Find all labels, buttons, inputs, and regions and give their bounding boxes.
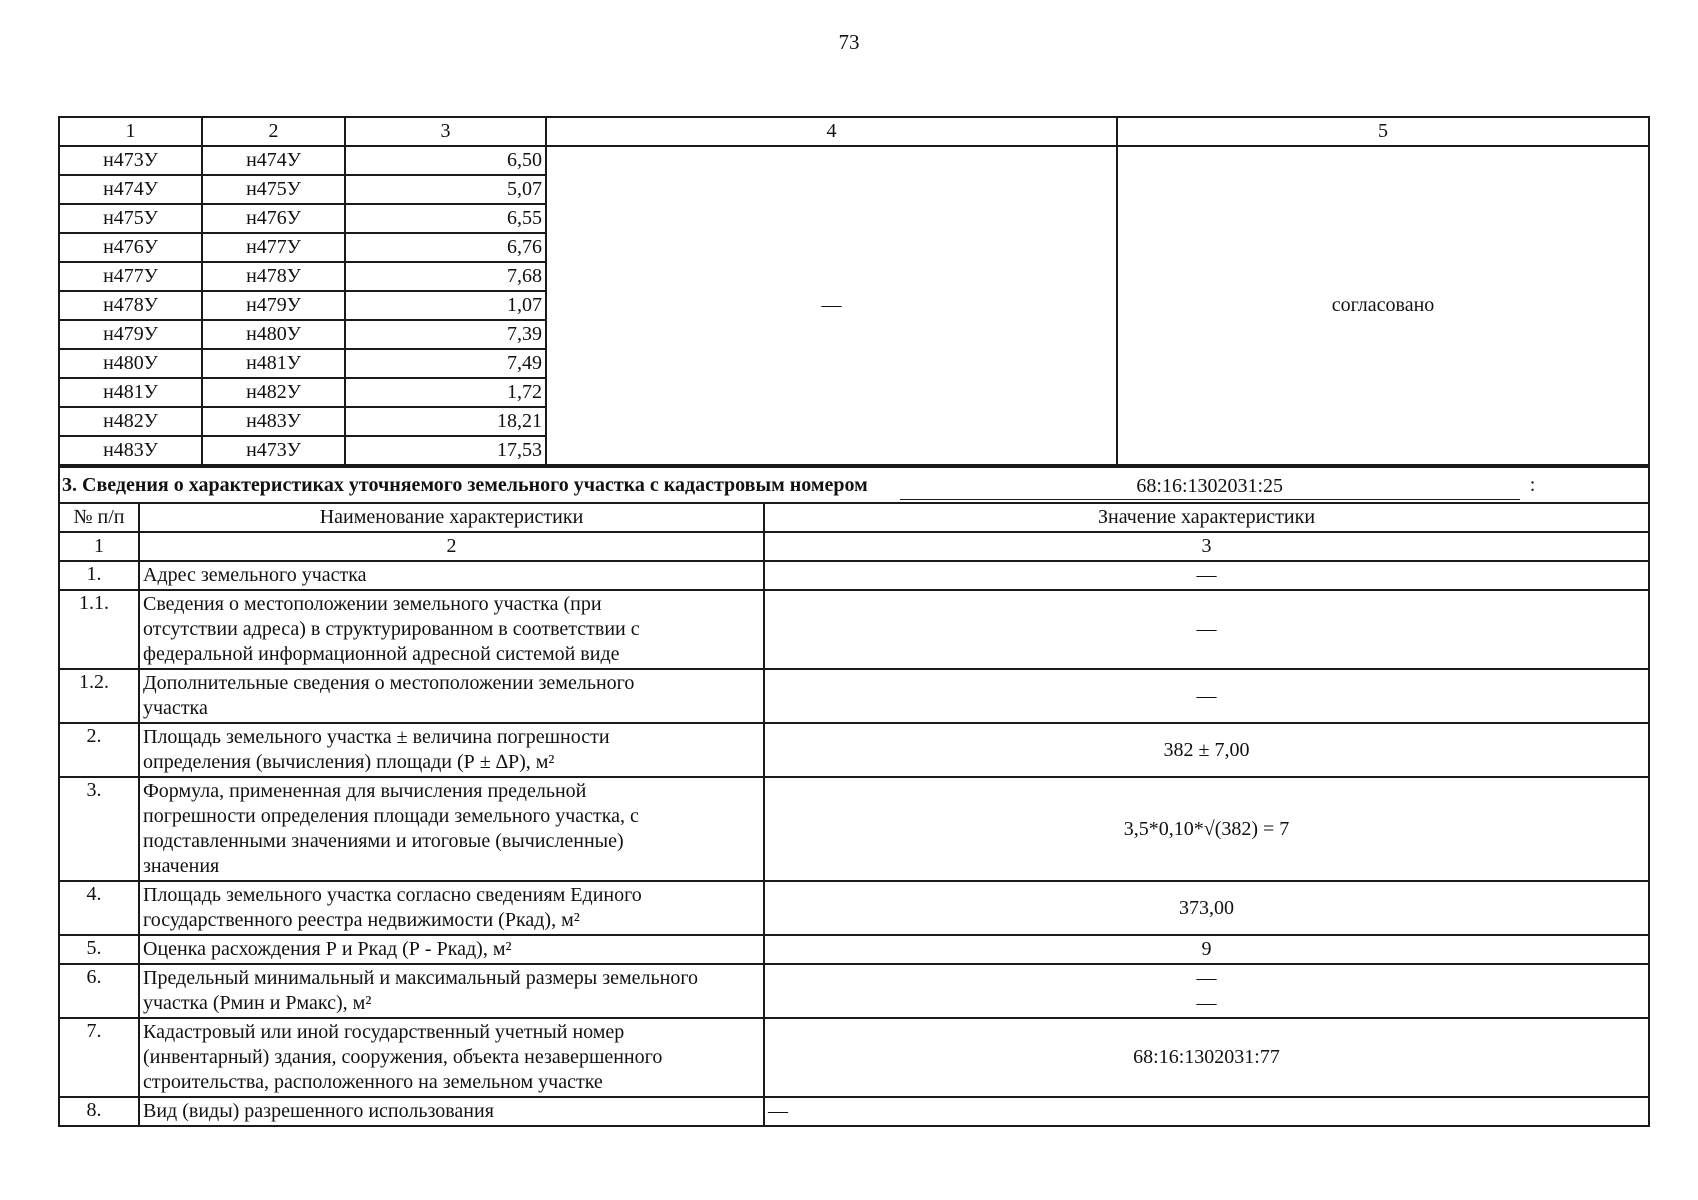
characteristics-table [58, 466, 1650, 1127]
characteristic-name [139, 964, 764, 1018]
segments-table [58, 116, 1650, 466]
characteristic-row [59, 669, 1649, 723]
characteristic-value [764, 669, 1649, 723]
characteristic-value [764, 881, 1649, 935]
value-header: Значение характеристики [764, 503, 1649, 532]
characteristic-name [139, 669, 764, 723]
segment-to-point: н478У [202, 262, 345, 291]
characteristic-name-line: Вид (виды) разрешенного использования [143, 1100, 494, 1122]
characteristic-row [59, 561, 1649, 590]
characteristic-row [59, 881, 1649, 935]
segment-approval-status: согласовано [1117, 146, 1649, 465]
characteristic-value [764, 590, 1649, 669]
segment-length: 18,21 [345, 407, 546, 436]
characteristics-col-number: 3 [764, 532, 1649, 561]
page-number: 73 [838, 30, 860, 54]
characteristic-name [139, 935, 764, 964]
characteristic-name-line: Адрес земельного участка [143, 564, 367, 586]
segments-col-number: 2 [202, 117, 345, 146]
characteristic-number: 8. [59, 1097, 139, 1126]
characteristic-name-line: Предельный минимальный и максимальный размеры земельного [143, 967, 699, 989]
segment-length: 7,49 [345, 349, 546, 378]
segment-to-point: н476У [202, 204, 345, 233]
segment-from-point: н481У [59, 378, 202, 407]
characteristic-row [59, 964, 1649, 1018]
segment-to-point: н482У [202, 378, 345, 407]
section-title: 3. Сведения о характеристиках уточняемого земельного участка с кадастровым номером [62, 473, 868, 496]
segment-to-point: н474У [202, 146, 345, 175]
characteristic-name [139, 777, 764, 881]
segment-length: 17,53 [345, 436, 546, 465]
characteristic-value-line: 68:16:1302031:77 [1133, 1046, 1280, 1068]
segment-to-point: н483У [202, 407, 345, 436]
characteristic-name [139, 561, 764, 590]
segment-from-point: н480У [59, 349, 202, 378]
characteristic-name-line: отсутствии адреса) в структурированном в соответствии с [143, 618, 640, 640]
segment-to-point: н475У [202, 175, 345, 204]
segment-from-point: н479У [59, 320, 202, 349]
name-header: Наименование характеристики [139, 503, 764, 532]
characteristic-name-line: значения [143, 855, 220, 877]
characteristic-name [139, 881, 764, 935]
segments-col-number: 3 [345, 117, 546, 146]
characteristic-name-line: Сведения о местоположении земельного участка (при [143, 593, 602, 615]
characteristic-row [59, 1097, 1649, 1126]
characteristic-row [59, 1018, 1649, 1097]
segment-from-point: н477У [59, 262, 202, 291]
segments-col-number: 5 [1117, 117, 1649, 146]
characteristic-name [139, 723, 764, 777]
segment-from-point: н474У [59, 175, 202, 204]
characteristic-name [139, 590, 764, 669]
characteristic-number: 5. [59, 935, 139, 964]
segment-from-point: н475У [59, 204, 202, 233]
segment-length: 6,55 [345, 204, 546, 233]
segment-length: 6,50 [345, 146, 546, 175]
number-header: № п/п [59, 503, 139, 532]
characteristic-name-line: государственного реестра недвижимости (Ркад), м² [143, 909, 580, 931]
characteristic-row [59, 590, 1649, 669]
characteristic-value-line: — [768, 1100, 788, 1122]
characteristic-name-line: Площадь земельного участка ± величина погрешности [143, 726, 610, 748]
characteristic-value-line: — [1196, 564, 1217, 586]
characteristic-name-line: Кадастровый или иной государственный учетный номер [143, 1021, 625, 1043]
characteristic-number: 3. [59, 777, 139, 881]
characteristic-value-line: 382 ± 7,00 [1163, 738, 1250, 761]
characteristic-number: 4. [59, 881, 139, 935]
characteristic-name-line: (инвентарный) здания, сооружения, объекта незавершенного [143, 1046, 663, 1068]
segment-from-point: н482У [59, 407, 202, 436]
segments-header-row [59, 117, 1649, 146]
characteristic-name-line: Площадь земельного участка согласно сведениям Единого [143, 884, 642, 906]
segment-to-point: н481У [202, 349, 345, 378]
characteristic-value-line: — [1196, 684, 1217, 707]
characteristic-row [59, 935, 1649, 964]
characteristic-name-line: определения (вычисления) площади (Р ± ∆Р), м² [143, 751, 555, 773]
segment-length: 6,76 [345, 233, 546, 262]
characteristic-value [764, 777, 1649, 881]
characteristics-col-numbers-row [59, 532, 1649, 561]
characteristic-number: 7. [59, 1018, 139, 1097]
characteristic-number: 1.1. [59, 590, 139, 669]
segment-to-point: н473У [202, 436, 345, 465]
characteristic-number: 1. [59, 561, 139, 590]
characteristics-header-row [59, 503, 1649, 532]
segments-col-number: 1 [59, 117, 202, 146]
segment-length: 5,07 [345, 175, 546, 204]
characteristic-number: 6. [59, 964, 139, 1018]
characteristic-value [764, 723, 1649, 777]
characteristic-value [764, 964, 1649, 1018]
characteristic-value-line: — [1196, 967, 1217, 989]
characteristic-name-line: погрешности определения площади земельного участка, с [143, 805, 639, 827]
characteristic-number: 2. [59, 723, 139, 777]
characteristic-value-line: 9 [1201, 938, 1212, 960]
characteristics-col-number: 2 [139, 532, 764, 561]
characteristic-value-line: — [1196, 618, 1217, 640]
characteristic-value [764, 1097, 1649, 1126]
characteristics-col-number: 1 [59, 532, 139, 561]
segment-to-point: н477У [202, 233, 345, 262]
segment-to-point: н480У [202, 320, 345, 349]
segment-length: 1,07 [345, 291, 546, 320]
characteristic-name-line: участка [143, 697, 208, 719]
characteristic-name-line: Дополнительные сведения о местоположении земельного [143, 672, 635, 694]
segment-from-point: н476У [59, 233, 202, 262]
characteristic-value [764, 1018, 1649, 1097]
characteristic-value [764, 935, 1649, 964]
characteristic-name-line: подставленными значениями и итоговые (вычисленные) [143, 830, 624, 852]
characteristic-value-line: — [1196, 992, 1217, 1014]
segment-from-point: н473У [59, 146, 202, 175]
characteristic-row [59, 723, 1649, 777]
characteristic-number: 1.2. [59, 669, 139, 723]
segment-from-point: н478У [59, 291, 202, 320]
characteristic-name-line: Формула, примененная для вычисления предельной [143, 780, 587, 802]
characteristic-name-line: участка (Рмин и Рмакс), м² [143, 992, 372, 1014]
characteristic-name [139, 1018, 764, 1097]
segment-row [59, 146, 1649, 175]
characteristic-value-line: 373,00 [1179, 896, 1235, 919]
characteristic-name-line: федеральной информационной адресной системой виде [143, 643, 620, 665]
segment-length: 7,39 [345, 320, 546, 349]
segment-from-point: н483У [59, 436, 202, 465]
section-title-cell [59, 467, 1649, 503]
segments-col-number: 4 [546, 117, 1117, 146]
characteristic-name [139, 1097, 764, 1126]
characteristic-name-line: Оценка расхождения Р и Ркад (Р - Ркад), м² [143, 938, 512, 960]
characteristic-name-line: строительства, расположенного на земельном участке [143, 1071, 603, 1093]
characteristic-row [59, 777, 1649, 881]
segment-length: 7,68 [345, 262, 546, 291]
characteristic-value [764, 561, 1649, 590]
cadastral-number: 68:16:1302031:25 [900, 471, 1520, 500]
segment-to-point: н479У [202, 291, 345, 320]
segment-col4-value: — [546, 146, 1117, 465]
segment-length: 1,72 [345, 378, 546, 407]
characteristic-value-line: 3,5*0,10*√(382) = 7 [1123, 817, 1290, 840]
section-colon: : [1529, 473, 1536, 496]
